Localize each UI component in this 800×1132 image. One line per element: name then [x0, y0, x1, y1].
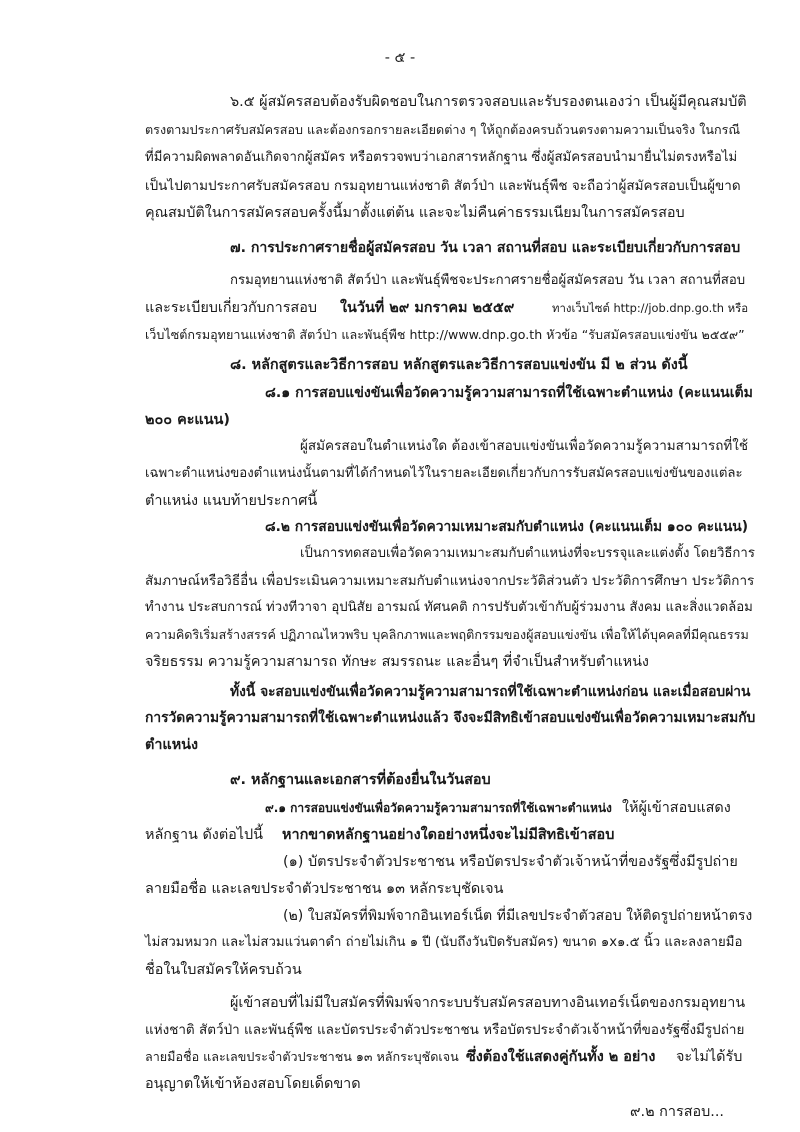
list-item-cont: ลายมือชื่อ และเลขประจำตัวประชาชน ๑๓ หลักระบุชัดเจน	[145, 881, 504, 897]
paragraph-line: ตำแหน่ง แนบท้ายประกาศนี้	[145, 493, 318, 509]
paragraph-line: ผู้สมัครสอบในตำแหน่งใด ต้องเข้าสอบแข่งขันเพื่อวัดความรู้ความสามารถที่ใช้	[300, 438, 749, 454]
paragraph-line: ทำงาน ประสบการณ์ ท่วงทีวาจา อุปนิสัย อารมณ์ ทัศนคติ การปรับตัวเข้ากับผู้ร่วมงาน สังคม และสิ่งแวดล้อม	[145, 600, 753, 615]
announcement-date: ในวันที่ ๒๙ มกราคม ๒๕๕๙	[340, 300, 515, 316]
list-item-cont: ชื่อในใบสมัครให้ครบถ้วน	[145, 962, 302, 978]
list-item-cont: ไม่สวมหมวก และไม่สวมแว่นตาดำ ถ่ายไม่เกิน ๑ ปี (นับถึงวันปิดรับสมัคร) ขนาด ๑x๑.๕ นิ้ว และลงลายมือ	[145, 935, 743, 950]
paragraph-line: จะไม่ได้รับ	[676, 1049, 743, 1065]
section-heading-8: ๘. หลักสูตรและวิธีการสอบ หลักสูตรและวิธีการสอบแข่งขัน มี ๒ ส่วน ดังนี้	[230, 357, 688, 373]
continuation-marker: ๙.๒ การสอบ...	[630, 1104, 724, 1120]
paragraph-line: เฉพาะตำแหน่งของตำแหน่งนั้นตามที่ได้กำหนดไว้ในรายละเอียดเกี่ยวกับการรับสมัครสอบแข่งขันของแต่ละ	[145, 466, 743, 481]
paragraph-line: อนุญาตให้เข้าห้องสอบโดยเด็ดขาด	[145, 1076, 361, 1092]
paragraph-line: ความคิดริเริ่มสร้างสรรค์ ปฏิภาณไหวพริบ บุคลิกภาพและพฤติกรรมของผู้สอบแข่งขัน เพื่อให้ได้บุคคลที่มีคุณธรรม	[145, 627, 749, 642]
paragraph-line: กรมอุทยานแห่งชาติ สัตว์ป่า และพันธุ์พืชจะประกาศรายชื่อผู้สมัครสอบ วัน เวลา สถานที่สอบ	[230, 273, 746, 288]
paragraph-line: เว็บไซต์กรมอุทยานแห่งชาติ สัตว์ป่า และพันธุ์พืช http://www.dnp.go.th หัวข้อ “รับสมัครสอบแข่งขัน ๒๕๕๙”	[145, 327, 745, 342]
paragraph-line: ลายมือชื่อ และเลขประจำตัวประชาชน ๑๓ หลักระบุชัดเจน	[145, 1049, 459, 1064]
paragraph-line: ตรงตามประกาศรับสมัครสอบ และต้องกรอกรายละเอียดต่าง ๆ ให้ถูกต้องครบถ้วนตรงตามความเป็นจริง ในกรณี	[145, 122, 741, 137]
note-bold-line: ตำแหน่ง	[145, 737, 199, 753]
paragraph-line: จริยธรรม ความรู้ความสามารถ ทักษะ สมรรถนะ และอื่นๆ ที่จำเป็นสำหรับตำแหน่ง	[145, 654, 649, 670]
emphasis-text: ซึ่งต้องใช้แสดงคู่กันทั้ง ๒ อย่าง	[466, 1049, 656, 1065]
list-item: (๒) ใบสมัครที่พิมพ์จากอินเทอร์เน็ต ที่มีเลขประจำตัวสอบ ให้ติดรูปถ่ายหน้าตรง	[283, 908, 753, 924]
paragraph-line: คุณสมบัติในการสมัครสอบครั้งนี้มาตั้งแต่ต้น และจะไม่คืนค่าธรรมเนียมในการสมัครสอบ	[145, 205, 685, 221]
paragraph-line: หลักฐาน ดังต่อไปนี้	[145, 827, 264, 843]
warning-text: หากขาดหลักฐานอย่างใดอย่างหนึ่งจะไม่มีสิทธิเข้าสอบ	[282, 827, 615, 843]
list-item: (๑) บัตรประจำตัวประชาชน หรือบัตรประจำตัวเจ้าหน้าที่ของรัฐซึ่งมีรูปถ่าย	[283, 854, 738, 870]
section-heading-7: ๗. การประกาศรายชื่อผู้สมัครสอบ วัน เวลา สถานที่สอบ และระเบียบเกี่ยวกับการสอบ	[230, 240, 741, 256]
note-bold-line: ทั้งนี้ จะสอบแข่งขันเพื่อวัดความรู้ความสามารถที่ใช้เฉพาะตำแหน่งก่อน และเมื่อสอบผ่าน	[230, 684, 751, 700]
paragraph-line: เป็นการทดสอบเพื่อวัดความเหมาะสมกับตำแหน่งที่จะบรรจุและแต่งตั้ง โดยวิธีการ	[300, 546, 755, 561]
paragraph-line: เป็นไปตามประกาศรับสมัครสอบ กรมอุทยานแห่งชาติ สัตว์ป่า และพันธุ์พืช จะถือว่าผู้สมัครสอบเป็นผู้ขาด	[145, 178, 741, 194]
paragraph-line: ๖.๕ ผู้สมัครสอบต้องรับผิดชอบในการตรวจสอบและรับรองตนเองว่า เป็นผู้มีคุณสมบัติ	[230, 94, 747, 110]
subsection-heading-8-2: ๘.๒ การสอบแข่งขันเพื่อวัดความเหมาะสมกับตำแหน่ง (คะแนนเต็ม ๑๐๐ คะแนน)	[265, 519, 749, 535]
subsection-heading-8-1: ๘.๑ การสอบแข่งขันเพื่อวัดความรู้ความสามารถที่ใช้เฉพาะตำแหน่ง (คะแนนเต็ม	[265, 385, 753, 401]
paragraph-line: ที่มีความผิดพลาดอันเกิดจากผู้สมัคร หรือตรวจพบว่าเอกสารหลักฐาน ซึ่งผู้สมัครสอบนำมายื่นไม่ตรงหรือไม่	[145, 150, 738, 165]
subsection-heading-9-1: ๙.๑ การสอบแข่งขันเพื่อวัดความรู้ความสามารถที่ใช้เฉพาะตำแหน่ง	[265, 801, 612, 815]
section-heading-9: ๙. หลักฐานและเอกสารที่ต้องยื่นในวันสอบ	[230, 772, 491, 788]
note-bold-line: การวัดความรู้ความสามารถที่ใช้เฉพาะตำแหน่งแล้ว จึงจะมีสิทธิเข้าสอบแข่งขันเพื่อวัดความเหมาะสมกับ	[145, 710, 756, 726]
paragraph-line: สัมภาษณ์หรือวิธีอื่น เพื่อประเมินความเหมาะสมกับตำแหน่งจากประวัติส่วนตัว ประวัติการศึกษา ประวัติการ	[145, 573, 755, 589]
paragraph-line: ทางเว็บไซต์ http://job.dnp.go.th หรือ	[552, 301, 749, 315]
page-number: - ๕ -	[384, 50, 416, 66]
paragraph-line: และระเบียบเกี่ยวกับการสอบ	[145, 300, 317, 316]
subsection-heading-8-1-cont: ๒๐๐ คะแนน)	[145, 412, 230, 428]
paragraph-line: แห่งชาติ สัตว์ป่า และพันธุ์พืช และบัตรประจำตัวประชาชน หรือบัตรประจำตัวเจ้าหน้าที่ของรัฐซึ่งมีรูปถ่าย	[145, 1022, 745, 1038]
paragraph-line: ให้ผู้เข้าสอบแสดง	[622, 800, 731, 816]
paragraph-line: ผู้เข้าสอบที่ไม่มีใบสมัครที่พิมพ์จากระบบรับสมัครสอบทางอินเทอร์เน็ตของกรมอุทยาน	[230, 995, 746, 1011]
